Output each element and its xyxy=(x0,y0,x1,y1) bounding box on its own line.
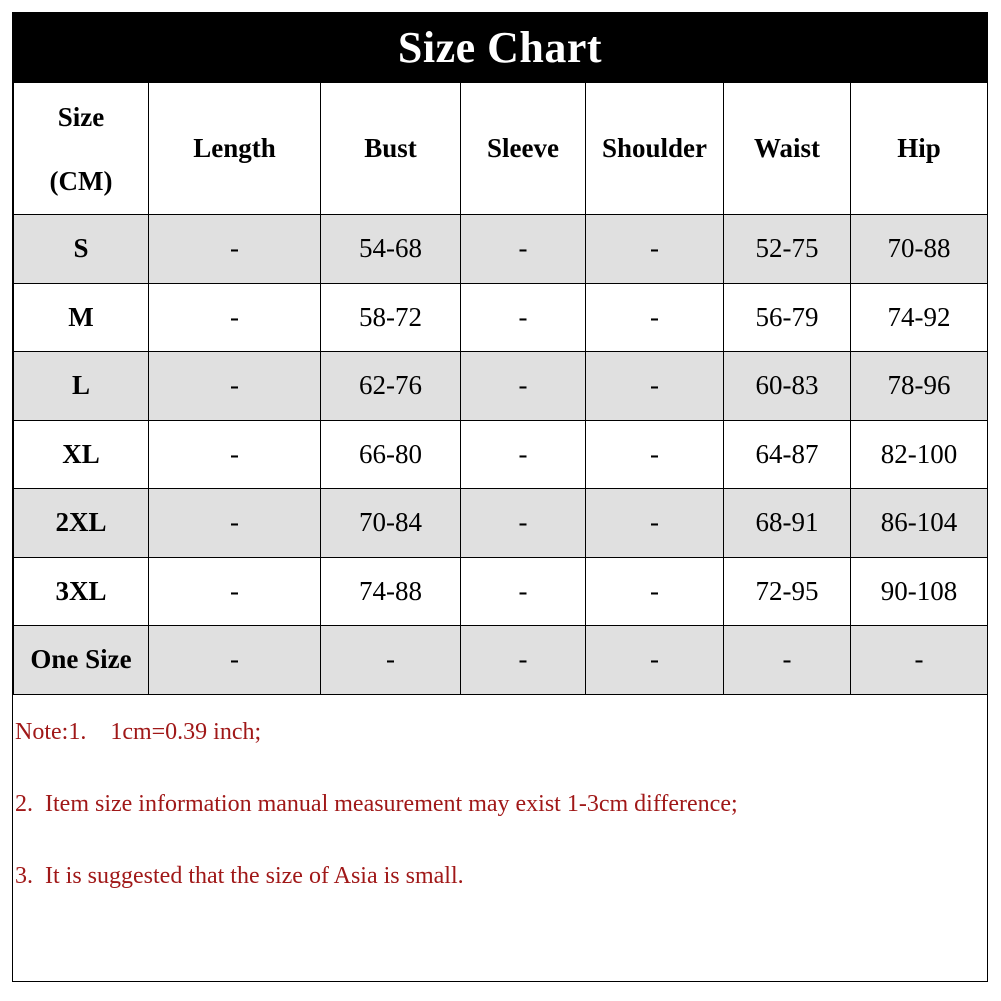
cell-hip: 70-88 xyxy=(851,215,988,284)
table-row xyxy=(14,557,988,626)
cell-bust: 62-76 xyxy=(321,352,461,421)
cell-sleeve: - xyxy=(461,557,586,626)
table-row xyxy=(14,489,988,558)
row-size: S xyxy=(14,215,149,284)
cell-hip: 74-92 xyxy=(851,283,988,352)
row-size: L xyxy=(14,352,149,421)
cell-length: - xyxy=(149,283,321,352)
cell-length: - xyxy=(149,420,321,489)
row-size: XL xyxy=(14,420,149,489)
cell-sleeve: - xyxy=(461,283,586,352)
cell-sleeve: - xyxy=(461,420,586,489)
cell-shoulder: - xyxy=(586,283,724,352)
header-waist: Waist xyxy=(724,83,851,215)
cell-sleeve: - xyxy=(461,215,586,284)
size-chart-title: Size Chart xyxy=(13,13,987,82)
cell-shoulder: - xyxy=(586,489,724,558)
cell-hip: 82-100 xyxy=(851,420,988,489)
table-row xyxy=(14,420,988,489)
cell-hip: 90-108 xyxy=(851,557,988,626)
table-header-row xyxy=(14,83,988,215)
note-line-1: Note:1. 1cm=0.39 inch; xyxy=(15,719,262,745)
cell-waist: 60-83 xyxy=(724,352,851,421)
header-hip: Hip xyxy=(851,83,988,215)
table-row xyxy=(14,283,988,352)
size-chart-frame xyxy=(12,12,988,982)
header-sleeve: Sleeve xyxy=(461,83,586,215)
cell-waist: 72-95 xyxy=(724,557,851,626)
cell-waist: - xyxy=(724,626,851,695)
row-size: 2XL xyxy=(14,489,149,558)
cell-bust: 66-80 xyxy=(321,420,461,489)
cell-bust: 74-88 xyxy=(321,557,461,626)
cell-shoulder: - xyxy=(586,215,724,284)
header-bust: Bust xyxy=(321,83,461,215)
cell-shoulder: - xyxy=(586,626,724,695)
cell-shoulder: - xyxy=(586,352,724,421)
row-size: One Size xyxy=(14,626,149,695)
cell-hip: 86-104 xyxy=(851,489,988,558)
cell-bust: - xyxy=(321,626,461,695)
cell-waist: 68-91 xyxy=(724,489,851,558)
cell-bust: 70-84 xyxy=(321,489,461,558)
cell-waist: 52-75 xyxy=(724,215,851,284)
cell-length: - xyxy=(149,489,321,558)
header-size-label: Size xyxy=(57,101,105,132)
cell-bust: 54-68 xyxy=(321,215,461,284)
note-line-2: 2. Item size information manual measurement may exist 1-3cm difference; xyxy=(15,791,738,817)
cell-length: - xyxy=(149,352,321,421)
cell-length: - xyxy=(149,626,321,695)
row-size: 3XL xyxy=(14,557,149,626)
cell-hip: 78-96 xyxy=(851,352,988,421)
cell-shoulder: - xyxy=(586,420,724,489)
cell-length: - xyxy=(149,557,321,626)
header-size xyxy=(14,83,149,215)
row-size: M xyxy=(14,283,149,352)
note-line-3: 3. It is suggested that the size of Asia is small. xyxy=(15,863,464,889)
cell-waist: 64-87 xyxy=(724,420,851,489)
cell-waist: 56-79 xyxy=(724,283,851,352)
table-row xyxy=(14,215,988,284)
header-size-unit: (CM) xyxy=(49,165,113,196)
header-length: Length xyxy=(149,83,321,215)
cell-hip: - xyxy=(851,626,988,695)
header-shoulder: Shoulder xyxy=(586,83,724,215)
cell-sleeve: - xyxy=(461,626,586,695)
cell-sleeve: - xyxy=(461,489,586,558)
table-row xyxy=(14,626,988,695)
table-row xyxy=(14,352,988,421)
cell-shoulder: - xyxy=(586,557,724,626)
cell-bust: 58-72 xyxy=(321,283,461,352)
cell-sleeve: - xyxy=(461,352,586,421)
cell-length: - xyxy=(149,215,321,284)
size-table xyxy=(13,82,988,695)
